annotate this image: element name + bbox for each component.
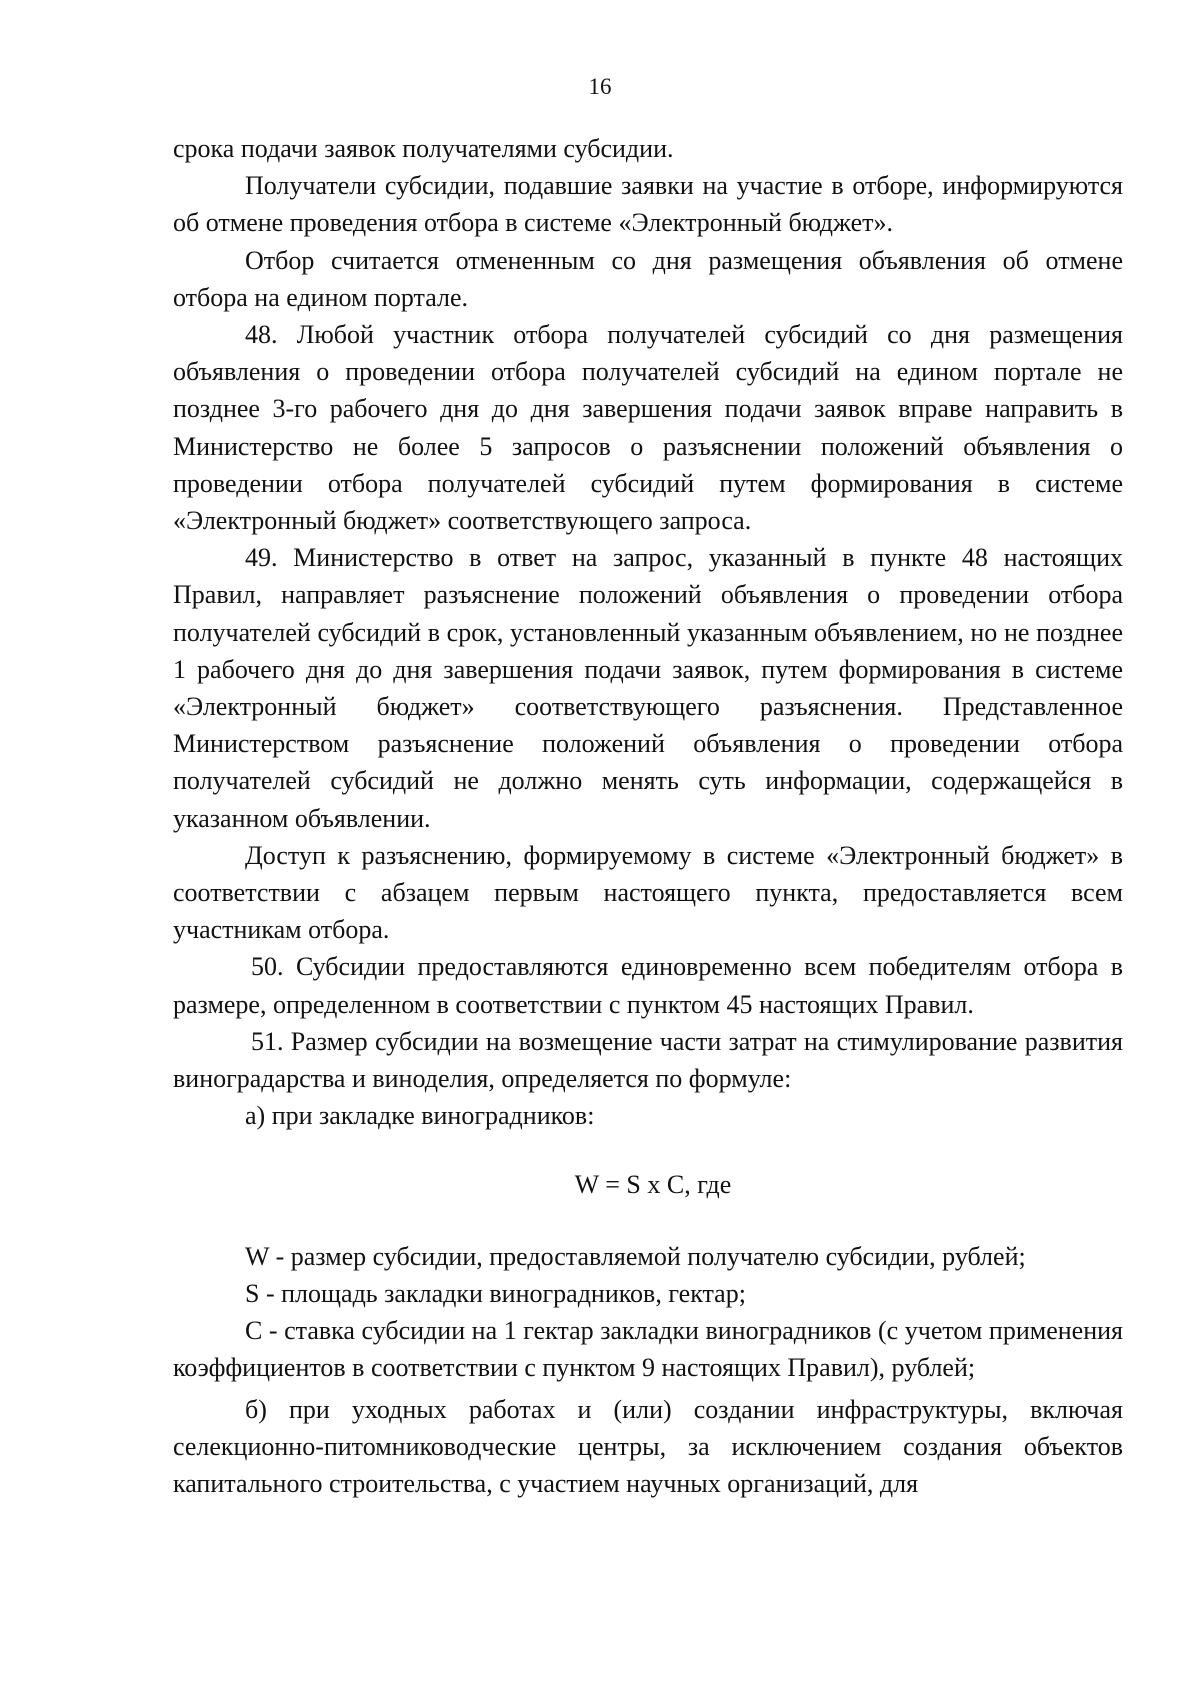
paragraph-item-50: 50. Субсидии предоставляются единовременно всем победителям отбора в размере, определенном в соответствии с пунктом 45 настоящих Правил. (173, 952, 1123, 1019)
paragraph-item-51: 51. Размер субсидии на возмещение части затрат на стимулирование развития виноградарства и виноделия, определяется по формуле: (173, 1026, 1123, 1094)
paragraph-access: Доступ к разъяснению, формируемому в системе «Электронный бюджет» в соответствии с абзацем первым настоящего пункта, предоставляется всем участникам отбора. (173, 840, 1123, 945)
definition-c: C - ставка субсидии на 1 гектар закладки виноградников (с учетом применения коэффициентов в соответствии с пунктом 9 настоящих Правил), рублей; (173, 1316, 1123, 1383)
page-number: 16 (588, 74, 612, 99)
formula: W = S x C, где (574, 1170, 732, 1200)
paragraph-continuation: срока подачи заявок получателями субсидии. (173, 134, 674, 163)
paragraph-subitem-a: а) при закладке виноградников: (245, 1101, 595, 1131)
definition-s: S - площадь закладки виноградников, гектар; (245, 1278, 746, 1308)
paragraph-notification: Получатели субсидии, подавшие заявки на участие в отборе, информируются об отмене проведения отбора в системе «Электронный бюджет». (173, 171, 1123, 238)
paragraph-item-48: 48. Любой участник отбора получателей субсидий со дня размещения объявления о проведении отбора получателей субсидий на едином портале не позднее 3-го рабочего дня до дня завершения подачи заявок вправе направить в Министерство не более 5 запросов о разъяснении положений объявления о проведении отбора получателей субсидий путем формирования в системе «Электронный бюджет» соответствующего запроса. (173, 320, 1123, 536)
document-body (173, 130, 1123, 1502)
paragraph-item-49: 49. Министерство в ответ на запрос, указанный в пункте 48 настоящих Правил, направляет разъяснение положений объявления о проведении отбора получателей субсидий в срок, установленный указанным объявлением, но не позднее 1 рабочего дня до дня завершения подачи заявок, путем формирования в системе «Электронный бюджет» соответствующего разъяснения. Представленное Министерством разъяснение положений объявления о проведении отбора получателей субсидий не должно менять суть информации, содержащейся в указанном объявлении. (173, 543, 1123, 833)
paragraph-subitem-b: б) при уходных работах и (или) создании инфраструктуры, включая селекционно-питомниководческие центры, за исключением создания объектов капитального строительства, с участием научных организаций, для (173, 1394, 1123, 1498)
definition-w: W - размер субсидии, предоставляемой получателю субсидии, рублей; (245, 1241, 1026, 1271)
paragraph-cancellation: Отбор считается отмененным со дня размещения объявления об отмене отбора на едином портале. (173, 245, 1123, 312)
